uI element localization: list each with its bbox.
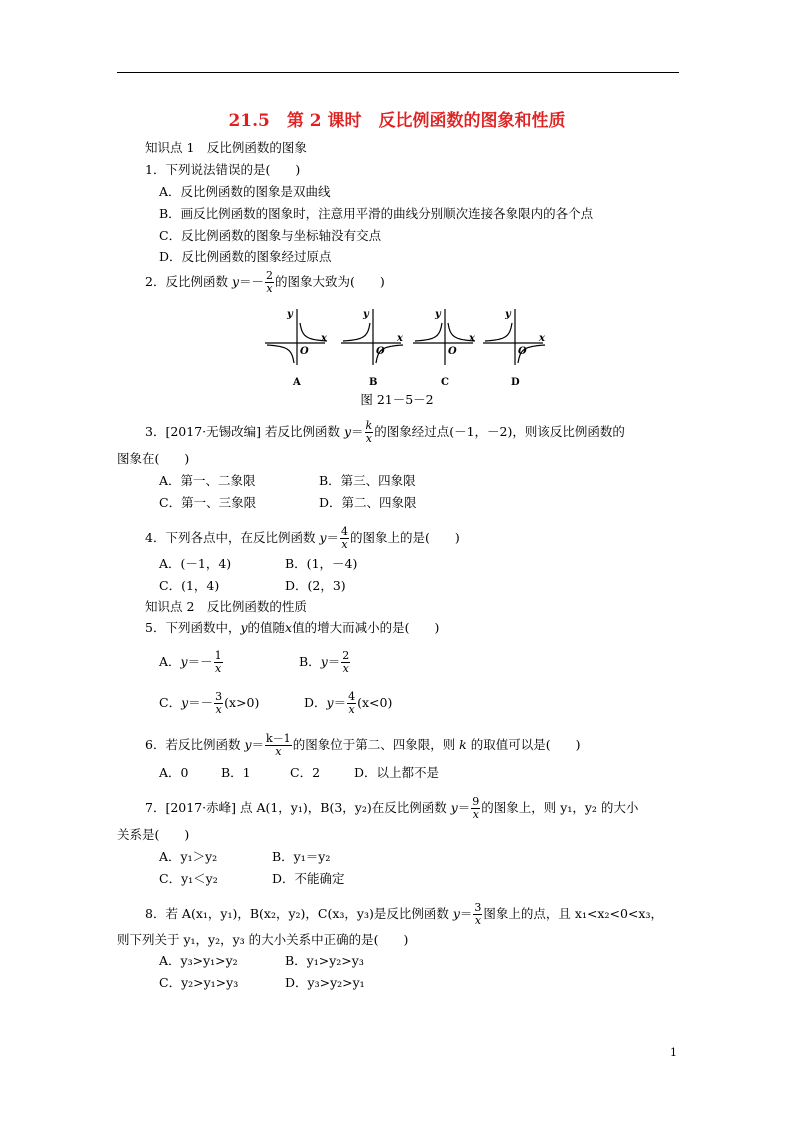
q3-option-c: C．第一、三象限 xyxy=(159,495,257,510)
hyperbola-branch xyxy=(343,323,370,341)
graph-label: C xyxy=(441,377,449,388)
graph-option-a xyxy=(265,309,328,388)
origin-label: O xyxy=(300,346,309,357)
y-axis-label: y xyxy=(287,309,293,320)
q2-fraction: $\frac{2}{x}$ xyxy=(266,269,274,295)
q8-option-c: C．y₂>y₁>y₃ xyxy=(159,975,239,990)
x-axis-label: x xyxy=(539,333,545,344)
graph-option-b xyxy=(341,309,404,388)
q3-stem: 3．[2017·无锡改编] 若反比例函数 y＝ $\frac{k}{x}$ 的图象经过点(－1，－2)，则该反比例函数的 xyxy=(145,419,625,445)
q1-stem: 1．下列说法错误的是( ) xyxy=(145,162,301,177)
q7-option-a: A．y₁＞y₂ xyxy=(159,849,218,864)
q5-option-d: D．y＝ $\frac{4}{x}$ (x<0) xyxy=(304,690,393,716)
q5-option-c: C．y＝－ $\frac{3}{x}$ (x>0) xyxy=(159,690,260,716)
origin-label: O xyxy=(448,346,457,357)
q3-option-a: A．第一、二象限 xyxy=(159,473,256,488)
q8-fraction: $\frac{3}{x}$ xyxy=(474,901,482,927)
q7-stem: 7．[2017·赤峰] 点 A(1，y₁)，B(3，y₂)在反比例函数 y＝ $\frac{9}{x}$ 的图象上，则 y₁，y₂ 的大小 xyxy=(145,795,639,821)
q6-option-c: C．2 xyxy=(290,765,321,780)
origin-label: O xyxy=(376,346,385,357)
q4-option-b: B．(1，－4) xyxy=(285,556,358,571)
graph-label: A xyxy=(293,377,301,388)
x-axis-label: x xyxy=(321,333,327,344)
graph-label: B xyxy=(369,377,378,388)
graph-label: D xyxy=(511,377,520,388)
q7-fraction: $\frac{9}{x}$ xyxy=(472,795,480,821)
q2-graphs-figure xyxy=(265,305,545,391)
q1-option-a: A．反比例函数的图象是双曲线 xyxy=(159,184,331,199)
q6-option-d: D．以上都不是 xyxy=(354,765,440,780)
knowledge-point-2: 知识点 2 反比例函数的性质 xyxy=(145,599,307,614)
y-axis-label: y xyxy=(435,309,441,320)
q6-stem: 6．若反比例函数 y＝ $\frac{k-1}{x}$ 的图象位于第二、四象限，则 k 的取值可以是( ) xyxy=(145,732,581,758)
q4-option-c: C．(1，4) xyxy=(159,578,220,593)
q7-option-b: B．y₁＝y₂ xyxy=(272,849,331,864)
q2-stem: 2．反比例函数 y＝－ $\frac{2}{x}$ 的图象大致为( ) xyxy=(145,269,385,295)
q6-option-b: B．1 xyxy=(221,765,251,780)
q8-stem-line2: 则下列关于 y₁，y₂，y₃ 的大小关系中正确的是( ) xyxy=(117,932,409,947)
hyperbola-branch xyxy=(415,323,442,341)
hyperbola-branch xyxy=(267,345,294,363)
q5-option-b: B．y＝ $\frac{2}{x}$ xyxy=(299,649,350,675)
q4-option-d: D．(2，3) xyxy=(285,578,346,593)
q6-fraction: $\frac{k-1}{x}$ xyxy=(266,732,291,758)
q8-option-a: A．y₃>y₁>y₂ xyxy=(159,953,238,968)
page-number: 1 xyxy=(670,1046,677,1059)
page-title: 21.5 第 2 课时 反比例函数的图象和性质 xyxy=(228,111,566,131)
q4-fraction: $\frac{4}{x}$ xyxy=(341,525,349,551)
q6-option-a: A．0 xyxy=(159,765,189,780)
q7-option-d: D．不能确定 xyxy=(272,871,345,886)
q1-option-d: D．反比例函数的图象经过原点 xyxy=(159,249,332,264)
graph-option-c xyxy=(413,309,476,388)
q4-stem: 4．下列各点中，在反比例函数 y＝ $\frac{4}{x}$ 的图象上的是( ) xyxy=(145,525,460,551)
q3-option-d: D．第二、四象限 xyxy=(319,495,417,510)
figure-caption: 图 21－5－2 xyxy=(360,392,434,407)
y-axis-label: y xyxy=(363,309,369,320)
q4-option-a: A．(－1，4) xyxy=(159,556,232,571)
x-axis-label: x xyxy=(469,333,475,344)
q7-option-c: C．y₁＜y₂ xyxy=(159,871,218,886)
q3-option-b: B．第三、四象限 xyxy=(319,473,416,488)
x-axis-label: x xyxy=(397,333,403,344)
q3-fraction: $\frac{k}{x}$ xyxy=(365,419,373,445)
q3-stem-line2: 图象在( ) xyxy=(117,451,190,466)
origin-label: O xyxy=(518,346,527,357)
q8-option-d: D．y₃>y₂>y₁ xyxy=(285,975,365,990)
hyperbola-branch xyxy=(485,323,512,341)
q8-option-b: B．y₁>y₂>y₃ xyxy=(285,953,364,968)
q5-stem: 5．下列函数中，y的值随x值的增大而减小的是( ) xyxy=(145,620,440,635)
knowledge-point-1: 知识点 1 反比例函数的图象 xyxy=(145,140,307,155)
y-axis-label: y xyxy=(505,309,511,320)
q8-stem: 8．若 A(x₁，y₁)，B(x₂，y₂)，C(x₃，y₃)是反比例函数 y＝ $\frac{3}{x}$ 图象上的点，且 x₁<x₂<0<x₃， xyxy=(145,901,663,927)
q1-option-c: C．反比例函数的图象与坐标轴没有交点 xyxy=(159,228,382,243)
graph-option-d xyxy=(483,309,546,388)
q1-option-b: B．画反比例函数的图象时，注意用平滑的曲线分别顺次连接各象限内的各个点 xyxy=(159,206,594,221)
header-rule xyxy=(117,72,679,73)
q5-option-a: A．y＝－ $\frac{1}{x}$ xyxy=(159,649,222,675)
q7-stem-line2: 关系是( ) xyxy=(117,827,190,842)
